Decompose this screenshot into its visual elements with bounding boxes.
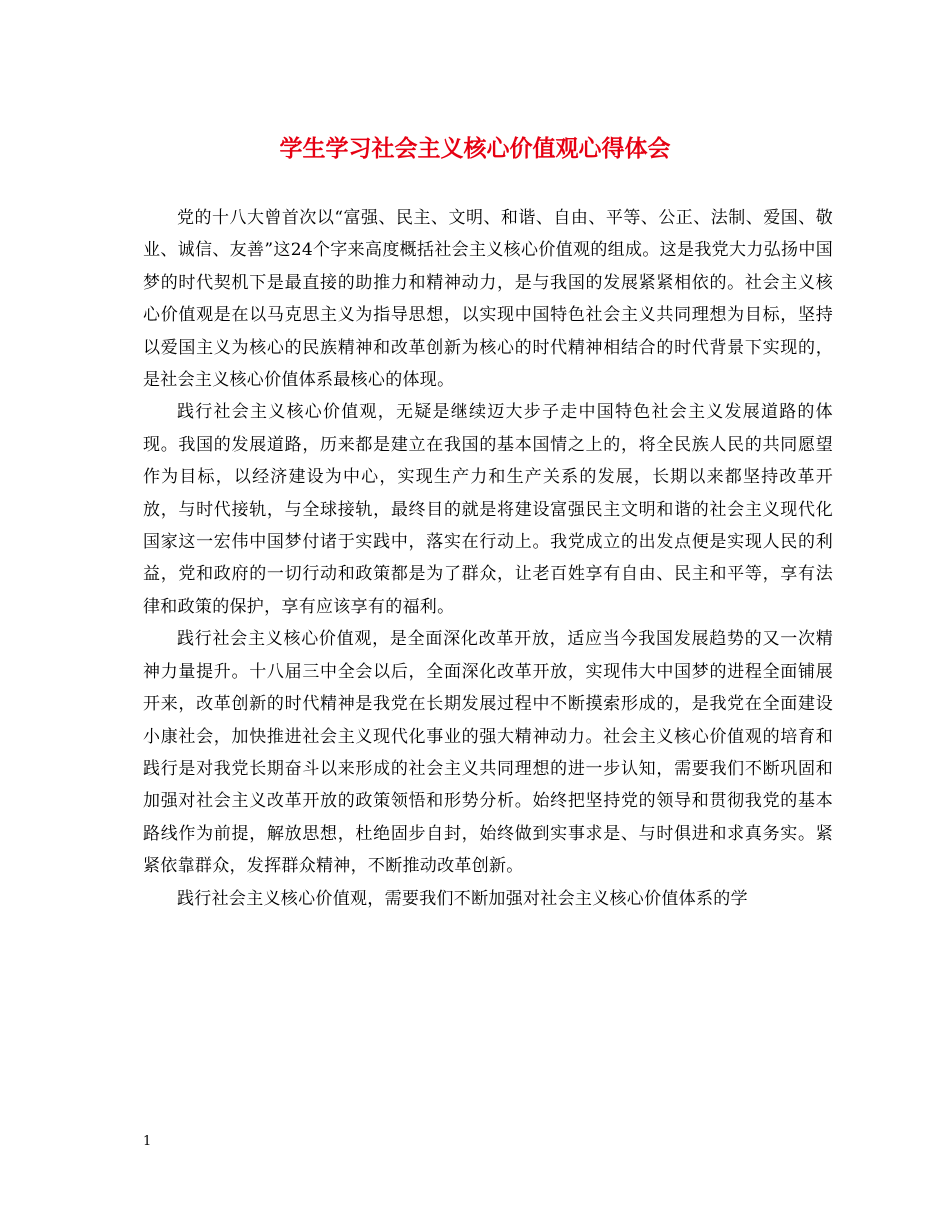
- document-body: [143, 202, 833, 915]
- paragraph-3: 践行社会主义核心价值观，是全面深化改革开放，适应当今我国发展趋势的又一次精神力量提升。十八届三中全会以后，全面深化改革开放，实现伟大中国梦的进程全面铺展开来，改革创新的时代精神是我党在长期发展过程中不断摸索形成的，是我党在全面建设小康社会，加快推进社会主义现代化事业的强大精神动力。社会主义核心价值观的培育和践行是对我党长期奋斗以来形成的社会主义共同理想的进一步认知，需要我们不断巩固和加强对社会主义改革开放的政策领悟和形势分析。始终把坚持党的领导和贯彻我党的基本路线作为前提，解放思想，杜绝固步自封，始终做到实事求是、与时俱进和求真务实。紧紧依靠群众，发挥群众精神，不断推动改革创新。: [143, 629, 833, 877]
- paragraph-4: 践行社会主义核心价值观，需要我们不断加强对社会主义核心价值体系的学: [177, 888, 748, 909]
- document-title: 学生学习社会主义核心价值观心得体会: [279, 135, 671, 162]
- paragraph-2: 践行社会主义核心价值观，无疑是继续迈大步子走中国特色社会主义发展道路的体现。我国的发展道路，历来都是建立在我国的基本国情之上的，将全民族人民的共同愿望作为目标，以经济建设为中心，实现生产力和生产关系的发展，长期以来都坚持改革开放，与时代接轨，与全球接轨，最终目的就是将建设富强民主文明和谐的社会主义现代化国家这一宏伟中国梦付诸于实践中，落实在行动上。我党成立的出发点便是实现人民的利益，党和政府的一切行动和政策都是为了群众，让老百姓享有自由、民主和平等，享有法律和政策的保护，享有应该享有的福利。: [143, 402, 833, 617]
- page-number: 1: [143, 1134, 152, 1149]
- paragraph-1: 党的十八大曾首次以“富强、民主、文明、和谐、自由、平等、公正、法制、爱国、敬业、诚信、友善”这24个字来高度概括社会主义核心价值观的组成。这是我党大力弘扬中国梦的时代契机下是最直接的助推力和精神动力，是与我国的发展紧紧相依的。社会主义核心价值观是在以马克思主义为指导思想，以实现中国特色社会主义共同理想为目标，坚持以爱国主义为核心的民族精神和改革创新为核心的时代精神相结合的时代背景下实现的，是社会主义核心价值体系最核心的体现。: [143, 208, 833, 391]
